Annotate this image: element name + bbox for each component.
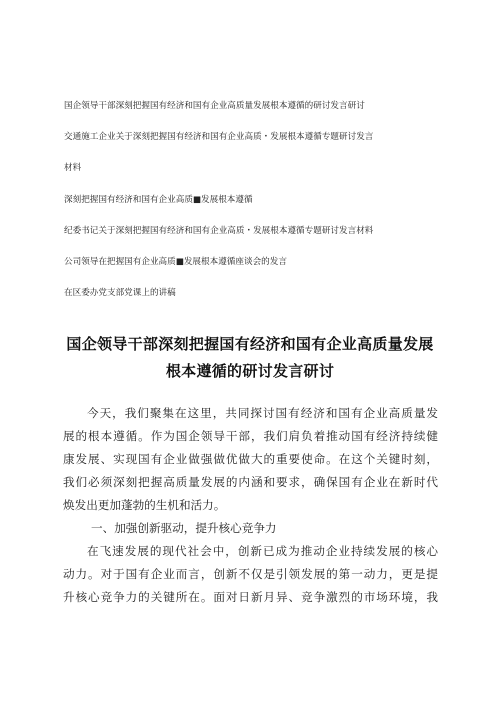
paragraph-line: 升核心竞争力的关键所在。面对日新月异、竞争激烈的市场环境，我 — [63, 590, 438, 604]
toc-item: 公司领导在把握国有企业高质■发展根本遵循座谈会的发言 — [64, 256, 287, 267]
table-of-contents — [64, 100, 444, 318]
paragraph-line: 展的根本遵循。作为国企领导干部，我们肩负着推动国有经济持续健 — [63, 429, 438, 443]
toc-item: 在区委办党支部党课上的讲稿 — [64, 288, 176, 299]
paragraph-line: 康发展、实现国有企业做强做优做大的重要使命。在这个关键时刻， — [63, 452, 438, 466]
toc-item: 深刻把握国有经济和国有企业高质■发展根本遵循 — [64, 194, 253, 205]
paragraph-line: 今天，我们聚集在这里，共同探讨国有经济和国有企业高质量发 — [87, 406, 438, 420]
toc-item: 纪委书记关于深刻把握国有经济和国有企业高质・发展根本遵循专题研讨发言材料 — [64, 225, 374, 236]
toc-item: 国企领导干部深刻把握国有经济和国有企业高质量发展根本遵循的研讨发言研讨 — [64, 101, 365, 111]
article-title-line-1: 国企领导干部深刻把握国有经济和国有企业高质量发展 — [66, 335, 434, 353]
toc-item: 材料 — [64, 163, 82, 174]
paragraph-line: 焕发出更加蓬勃的生机和活力。 — [63, 498, 226, 512]
paragraph-line: 在飞速发展的现代社会中，创新已成为推动企业持续发展的核心 — [87, 544, 438, 558]
toc-item: 交通施工企业关于深刻把握国有经济和国有企业高质・发展根本遵循专题研讨发言 — [64, 132, 374, 143]
paragraph-line: 我们必须深刻把握高质量发展的内涵和要求，确保国有企业在新时代 — [63, 475, 438, 489]
article-body — [63, 402, 438, 609]
article-title-line-2: 根本遵循的研讨发言研讨 — [165, 362, 335, 380]
paragraph-line: 动力。对于国有企业而言，创新不仅是引领发展的第一动力，更是提 — [63, 567, 438, 581]
section-heading: 一、加强创新驱动，提升核心竞争力 — [91, 521, 277, 535]
